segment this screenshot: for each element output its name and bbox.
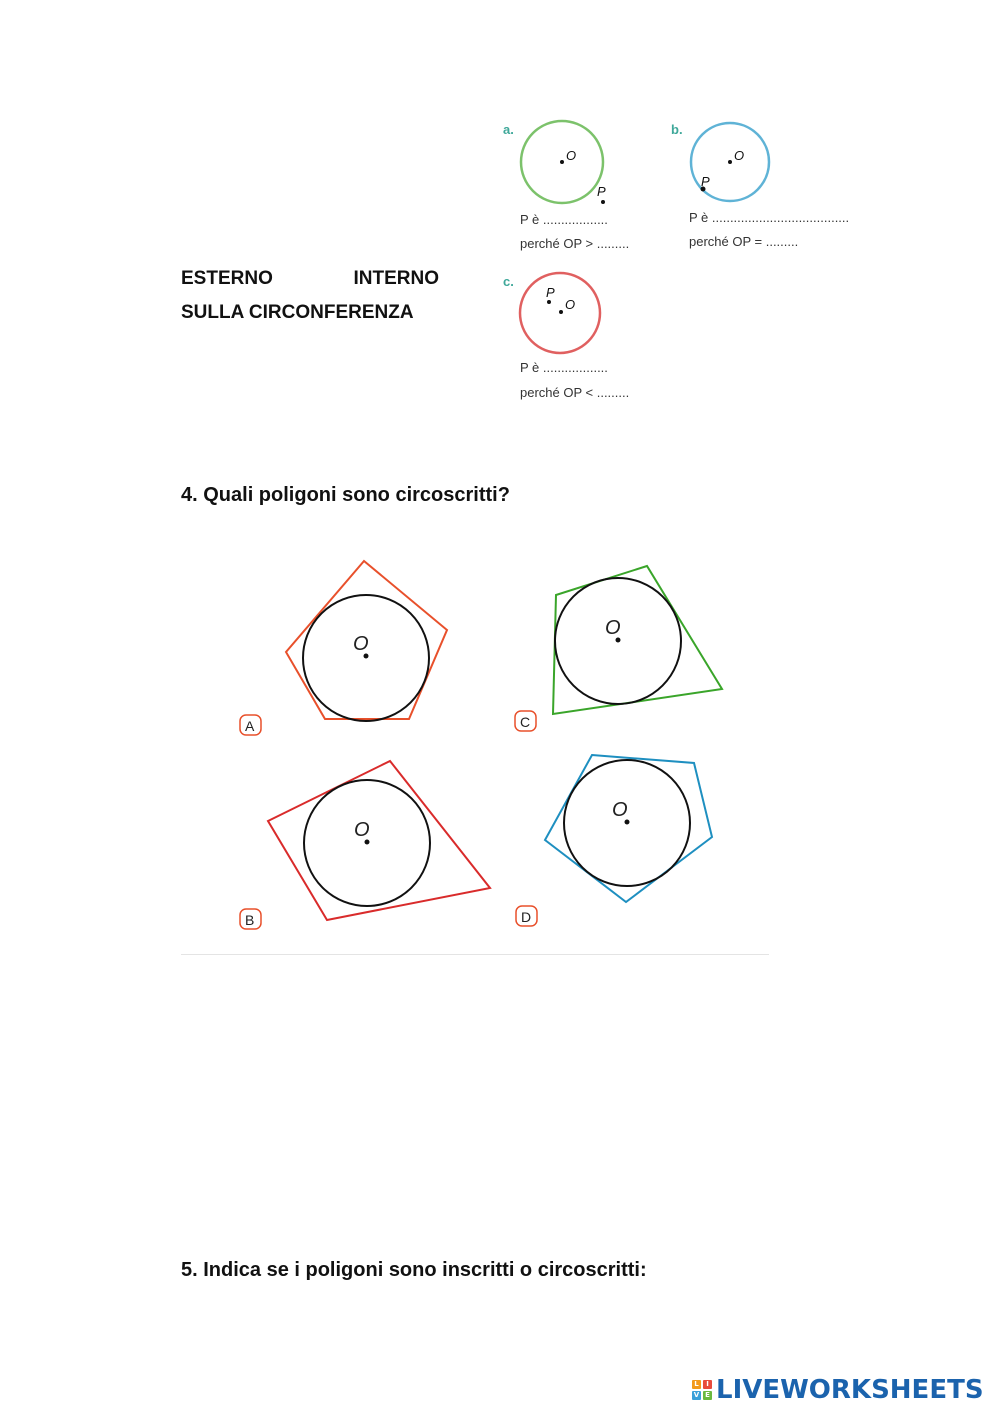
point-label-b: P: [701, 174, 710, 189]
point-dot-c: [547, 300, 551, 304]
center-label-4b: O: [354, 819, 370, 841]
quad-c: [553, 566, 722, 714]
point-label-a: P: [597, 184, 606, 199]
figure-c-line2: perché OP < .........: [520, 385, 630, 400]
center-label-4a: O: [353, 633, 369, 655]
letter-d: D: [521, 909, 532, 925]
logo-mark-e: E: [703, 1391, 712, 1400]
center-label-a: O: [566, 148, 577, 163]
letter-b: B: [245, 912, 255, 928]
logo-mark-v: V: [693, 1391, 700, 1399]
word-interno: INTERNO: [353, 268, 439, 289]
question-5-title: 5. Indica se i poligoni sono inscritti o circoscritti:: [181, 1259, 647, 1281]
figure-b-label: b.: [671, 122, 683, 137]
divider: [181, 954, 769, 955]
center-label-4d: O: [612, 799, 628, 821]
center-dot-b: [728, 160, 732, 164]
word-esterno: ESTERNO: [181, 268, 273, 289]
figure-c: [503, 273, 629, 400]
logo-mark-i: I: [703, 1380, 712, 1389]
letter-c: C: [520, 714, 531, 730]
center-label-b: O: [734, 148, 745, 163]
liveworksheets-logo[interactable]: [692, 1374, 984, 1406]
center-label-c: O: [565, 297, 576, 312]
figure-a-line1: P è ..................: [520, 212, 608, 227]
figure-b-line1: P è ......................................: [689, 210, 850, 225]
figure-4a: [240, 561, 447, 735]
letter-a: A: [245, 718, 255, 734]
figure-c-label: c.: [503, 274, 514, 289]
figure-b-line2: perché OP = .........: [689, 234, 799, 249]
figure-a: [503, 121, 629, 251]
word-sulla-circonferenza: SULLA CIRCONFERENZA: [181, 302, 414, 323]
logo-mark-l: L: [692, 1380, 701, 1389]
question-4-title: 4. Quali poligoni sono circoscritti?: [181, 484, 510, 506]
figure-a-line2: perché OP > .........: [520, 236, 630, 251]
center-label-4c: O: [605, 617, 621, 639]
point-dot-a: [601, 200, 605, 204]
figure-c-line1: P è ..................: [520, 360, 608, 375]
center-dot-c: [559, 310, 563, 314]
pentagon-d: [545, 755, 712, 902]
point-label-c: P: [546, 285, 555, 300]
logo-mark-icon: [692, 1380, 712, 1400]
center-dot-a: [560, 160, 564, 164]
figure-b: [671, 122, 849, 249]
figure-4d: [516, 755, 712, 926]
logo-text: LIVEWORKSHEETS: [716, 1375, 984, 1405]
quad-b: [268, 761, 490, 920]
figure-4c: [515, 566, 722, 731]
figure-4b: [240, 761, 490, 929]
figure-a-label: a.: [503, 122, 514, 137]
